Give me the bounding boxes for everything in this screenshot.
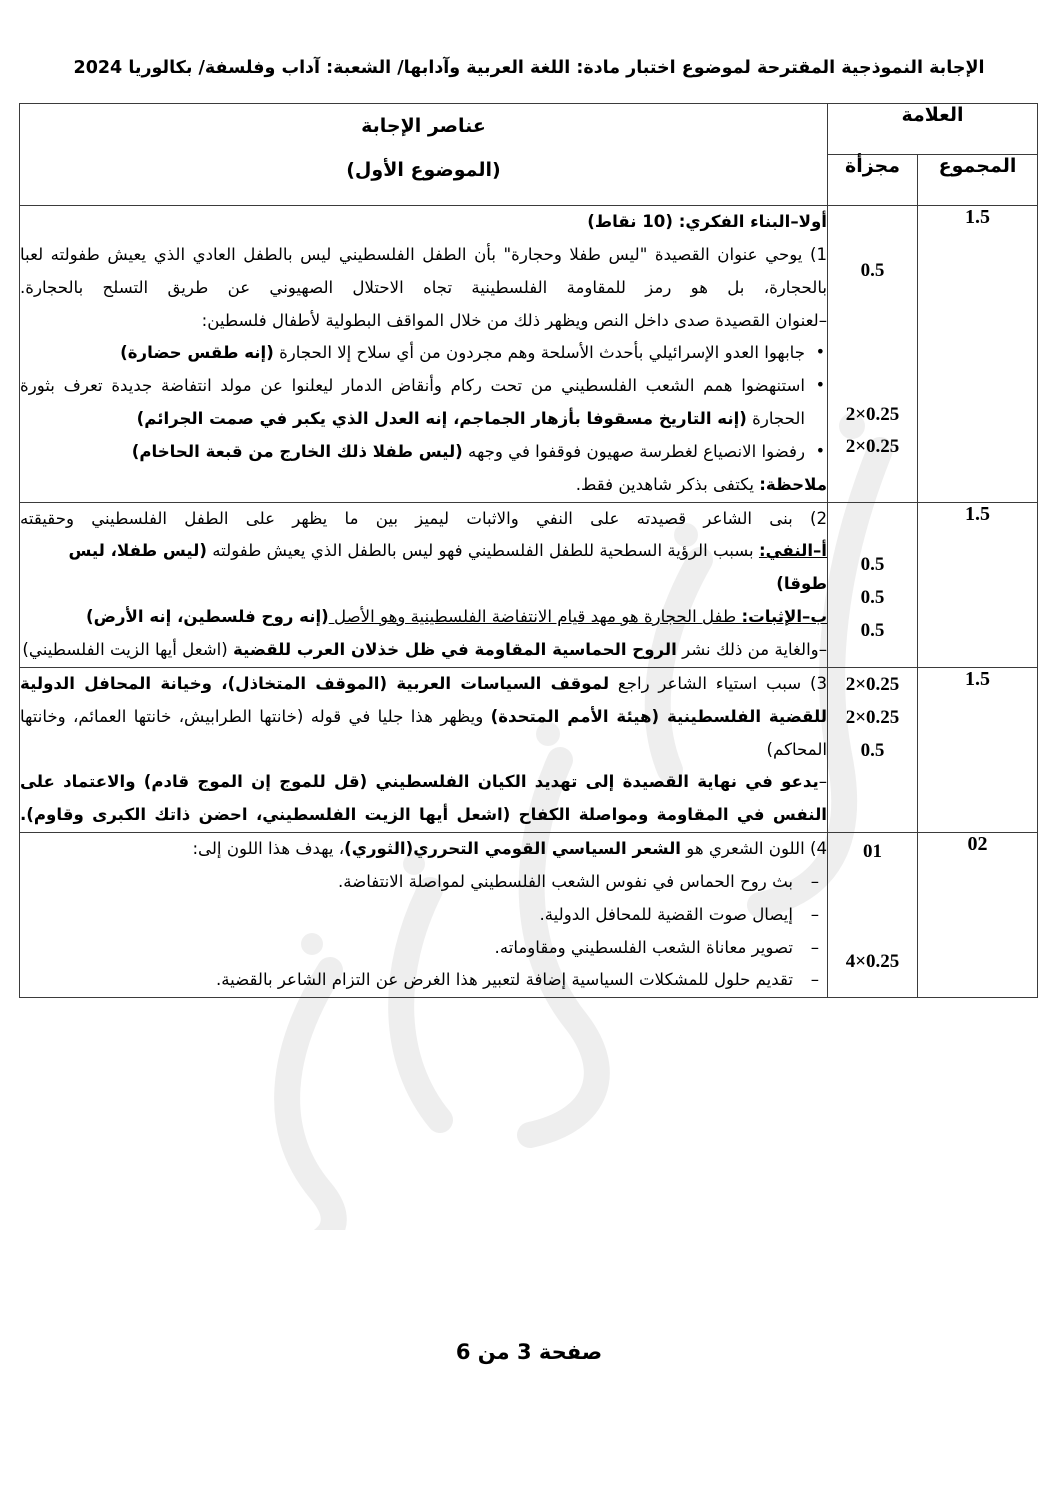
answer-item (20, 601, 827, 634)
row-total-mark: 1.5 (918, 206, 1038, 503)
row-total-mark: 02 (918, 833, 1038, 998)
partial-mark: 2×0.25 (845, 404, 900, 425)
answer-item (20, 634, 827, 667)
bullet-plain-text: استنهضوا همم الشعب الفلسطيني من تحت ركام وأنقاض الدمار ليعلنوا عن مولد انتفاضة جديدة تعرف بثورة الحجارة (20, 376, 805, 429)
row-answer-content (20, 206, 828, 503)
item-plain-text: بسبب الرؤية السطحية للطفل الفلسطيني فهو ليس بالطفل الذي يعيش طفولته (206, 541, 759, 561)
table-row (20, 833, 1038, 998)
item-bold-text: (إنه روح فلسطين، إنه الأرض) (86, 607, 329, 627)
list-item: – تقديم حلول للمشكلات السياسية إضافة لتعبير هذا الغرض عن التزام الشاعر بالقضية. (20, 964, 827, 997)
partial-mark: 0.5 (860, 619, 885, 641)
header-answer-elements (20, 104, 828, 206)
row-partial-marks (828, 833, 918, 998)
item-plain-text: طفل الحجارة هو مهد قيام الانتفاضة الفلسطينية وهو الأصل (328, 607, 742, 627)
row-partial-marks (828, 206, 918, 503)
answer-paragraph (20, 668, 827, 767)
list-item (20, 370, 827, 436)
item-bold-text: (ليس طفلا، ليس طوقا) (68, 541, 827, 594)
section-title: أولا–البناء الفكري: (10 نقاط) (587, 212, 827, 231)
list-item: – إيصال صوت القضية للمحافل الدولية. (20, 899, 827, 932)
answer-key-table (19, 103, 1038, 998)
list-item (20, 436, 827, 469)
page-number-text: صفحة 3 من 6 (455, 1340, 603, 1364)
note-text: يكتفى بذكر شاهدين فقط. (575, 474, 760, 494)
partial-mark: 0.5 (860, 739, 885, 761)
bullet-plain-text: جابهوا العدو الإسرائيلي بأحدث الأسلحة وهم مجردون من أي سلاح إلا الحجارة (273, 343, 805, 363)
row-partial-marks (828, 667, 918, 832)
bullet-bold-text: (إنه طقس حضارة) (120, 343, 274, 363)
paragraph-bold-text: لموقف السياسات العربية (الموقف المتخاذل)، وخيانة المحافل الدولية للقضية الفلسطينية (هيئة الأمم المتحدة) (20, 673, 827, 726)
paragraph-prefix: – (818, 772, 827, 792)
answer-paragraph: –لعنوان القصيدة صدى داخل النص ويظهر ذلك من خلال المواقف البطولية لأطفال فلسطين: (201, 310, 827, 330)
row-answer-content (20, 667, 828, 832)
paragraph-plain-text: ويظهر هذا جليا في قوله (خانتها الطرابيش، خانتها العمائم، وخانتها المحاكم) (20, 706, 827, 759)
answer-paragraph (20, 833, 827, 866)
header-answer-title: عناصر الإجابة (361, 115, 486, 137)
header-partial: مجزأة (828, 155, 918, 206)
list-item: – بث روح الحماس في نفوس الشعب الفلسطيني لمواصلة الانتفاضة. (20, 866, 827, 899)
header-total: المجموع (918, 155, 1038, 206)
paragraph-prefix: 3) سبب استياء الشاعر راجع (609, 673, 827, 693)
answer-paragraph (20, 766, 827, 832)
partial-mark: 2×0.25 (845, 673, 900, 695)
row-partial-marks (828, 502, 918, 667)
row-total-mark: 1.5 (918, 667, 1038, 832)
bullet-bold-text: (ليس طفلا ذلك الخارج من قبعة الحاخام) (131, 441, 463, 461)
header-mark-group: العلامة (828, 104, 1038, 155)
bullet-bold-text: (إنه التاريخ مسقوفا بأزهار الجماجم، إنه العدل الذي يكبر في صمت الجرائم) (136, 409, 747, 429)
partial-mark: 2×0.25 (845, 436, 900, 457)
list-item (20, 337, 827, 370)
header-answer-subtitle: (الموضوع الأول) (346, 159, 501, 181)
partial-mark: 2×0.25 (845, 706, 900, 728)
page-footer (0, 1340, 1058, 1364)
partial-mark: 01 (863, 841, 882, 863)
note-line (20, 469, 827, 502)
paragraph-plain-text: ، يهدف هذا اللون إلى: (192, 839, 345, 859)
paragraph-bold-text: الشعر السياسي القومي التحرري(الثوري) (344, 839, 681, 859)
paragraph-plain-text: 4) اللون الشعري هو (681, 839, 827, 859)
row-total-mark: 1.5 (918, 502, 1038, 667)
partial-mark: 4×0.25 (845, 951, 900, 973)
document-header (0, 58, 1058, 78)
item-label: أ–النفي: (758, 541, 827, 561)
list-item: – تصوير معاناة الشعب الفلسطيني ومقاوماته. (20, 932, 827, 965)
table-row (20, 502, 1038, 667)
paragraph-bold-text: يدعو في نهاية القصيدة إلى تهديد الكيان الفلسطيني (قل للموج إن الموج قادم) والاعتماد على النفس في المقاومة ومواصلة الكفاح (اشعل أيها الزيت الفلسطيني، احضن ذاتك الكبرى وقاوم). (20, 772, 827, 825)
document-header-text: الإجابة النموذجية المقترحة لموضوع اختبار مادة: اللغة العربية وآدابها/ الشعبة: آداب وفلسفة/ بكالوريا 2024 (73, 58, 985, 78)
note-label: ملاحظة: (759, 474, 827, 494)
partial-mark: 0.5 (860, 586, 885, 608)
item-plain-text: –والغاية من ذلك نشر (676, 639, 827, 659)
table-row (20, 206, 1038, 503)
partial-mark: 0.5 (860, 260, 885, 281)
item-tail-text: (اشعل أيها الزيت الفلسطيني) (22, 639, 234, 659)
bullet-plain-text: رفضوا الانصياع لغطرسة صهيون فوقفوا في وجهه (462, 441, 805, 461)
item-label: ب–الإثبات: (741, 607, 827, 627)
row-answer-content (20, 502, 828, 667)
answer-paragraph: 2) بنى الشاعر قصيدته على النفي والاثبات ليميز بين ما يظهر على الطفل الفلسطيني وحقيقته (20, 508, 827, 528)
answer-item (20, 535, 827, 601)
row-answer-content (20, 833, 828, 998)
answer-paragraph: 1) يوحي عنوان القصيدة "ليس طفلا وحجارة" بأن الطفل الفلسطيني ليس بالطفل العادي الذي يعيش طفولته لعبا بالحجارة، بل هو رمز للمقاومة الفلسطينية تجاه الاحتلال الصهيوني عن طريق التسلح بالحجارة. (20, 244, 827, 297)
partial-mark: 0.5 (860, 553, 885, 575)
item-bold-text: الروح الحماسية المقاومة في ظل خذلان العرب للقضية (233, 639, 677, 659)
table-header-row-top (20, 104, 1038, 155)
table-row (20, 667, 1038, 832)
